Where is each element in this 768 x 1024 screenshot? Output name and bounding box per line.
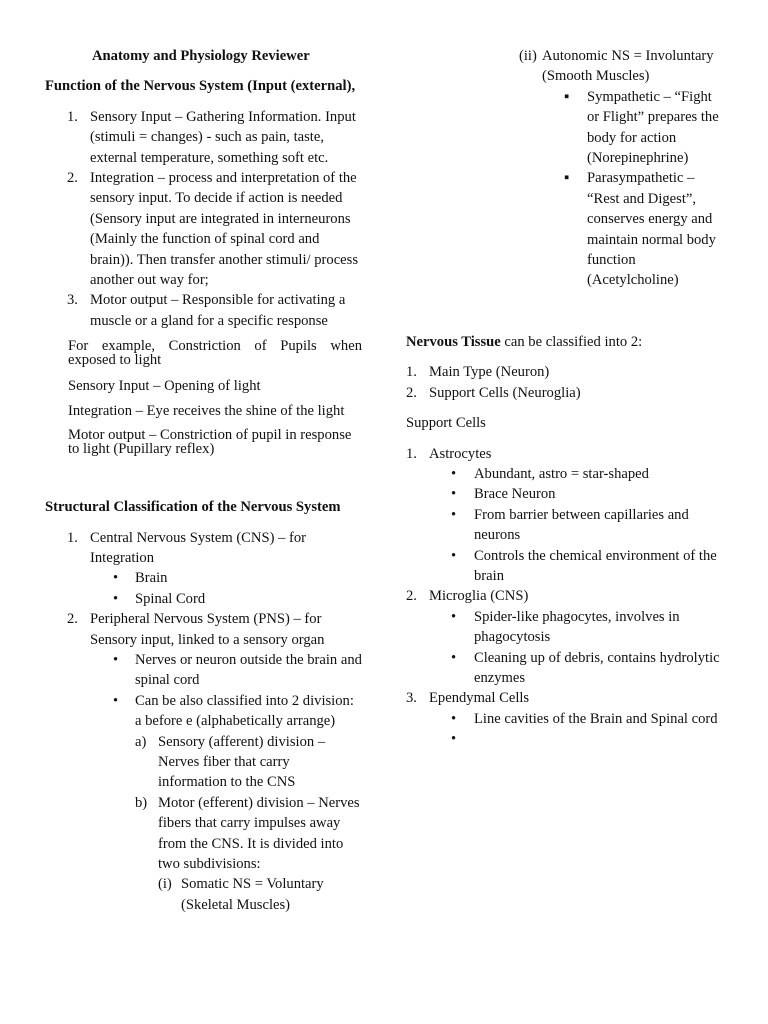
list-number: 2. — [406, 588, 417, 605]
list-text: Central Nervous System (CNS) – for Integration — [90, 529, 307, 566]
list-text: Main Type (Neuron) — [429, 364, 550, 381]
bullet-text: Sympathetic – “Fight or Flight” prepares the body for action (Norepinephrine) — [587, 88, 719, 167]
list-number: 1. — [406, 445, 417, 462]
bullet-item — [406, 709, 722, 729]
list-text: Support Cells (Neuroglia) — [429, 384, 581, 401]
bullet-item — [45, 650, 362, 691]
bullet-item — [406, 607, 722, 648]
sub-label: a) — [135, 733, 147, 750]
subdivision-item — [406, 46, 722, 87]
bullet-icon — [113, 589, 135, 609]
document-title: Anatomy and Physiology Reviewer — [92, 48, 310, 64]
support-cells-heading: Support Cells — [406, 415, 486, 432]
support-cells-list — [406, 444, 722, 750]
bullet-text: Cleaning up of debris, contains hydrolytic enzymes — [474, 649, 720, 686]
list-item — [45, 609, 362, 650]
subdivision-text: Somatic NS = Voluntary (Skeletal Muscles) — [181, 876, 324, 913]
tissue-types-list — [406, 362, 722, 403]
bullet-text: Brain — [135, 570, 168, 587]
list-number: 1. — [406, 364, 417, 381]
square-bullet-icon — [564, 87, 587, 169]
example-line: For example, Constriction of Pupils when — [68, 338, 362, 355]
list-item — [406, 362, 722, 382]
sensory-example: Sensory Input – Opening of light — [68, 378, 261, 395]
list-item — [45, 290, 362, 331]
list-number: 1. — [67, 108, 78, 125]
bullet-item — [45, 691, 362, 732]
sub-text: Sensory (afferent) division – Nerves fiber that carry information to the CNS — [158, 733, 326, 791]
bullet-item — [406, 464, 722, 484]
sub-item — [45, 793, 362, 875]
list-text: Integration – process and interpretation of the sensory input. To decide if action is needed (Sensory input are integrated in interneurons (Mainly the function of spinal cord and brain)). Then transfer another stimuli/ process another out way for; — [90, 170, 359, 289]
list-number: 2. — [406, 384, 417, 401]
list-text: Sensory Input – Gathering Information. Input (stimuli = changes) - such as pain, taste, external temperature, something soft etc. — [90, 108, 356, 166]
list-text: Astrocytes — [429, 445, 492, 462]
bullet-item — [406, 648, 722, 689]
bullet-text: Spinal Cord — [135, 590, 206, 607]
bullet-item — [406, 546, 722, 587]
functions-heading: Function of the Nervous System (Input (external), — [45, 78, 356, 95]
bullet-icon — [451, 729, 474, 749]
list-item — [45, 528, 362, 569]
integration-example: Integration – Eye receives the shine of the light — [68, 402, 345, 419]
sub-item — [45, 732, 362, 793]
nervous-tissue-line — [406, 332, 722, 352]
subdivision-label: (i) — [158, 876, 172, 893]
example-block — [45, 339, 362, 456]
bullet-item — [406, 729, 722, 749]
bullet-text: Line cavities of the Brain and Spinal cord — [474, 710, 718, 727]
bullet-text: Brace Neuron — [474, 486, 556, 503]
sub-label: b) — [135, 794, 148, 811]
functions-list — [45, 107, 362, 331]
subdivision-label: (ii) — [519, 48, 537, 64]
list-item — [406, 444, 722, 464]
structural-heading: Structural Classification of the Nervous System — [45, 499, 341, 516]
bullet-item — [406, 505, 722, 546]
bullet-text: Spider-like phagocytes, involves in phagocytosis — [474, 608, 680, 646]
list-text: Ependymal Cells — [429, 690, 530, 707]
bullet-text: Nerves or neuron outside the brain and spinal cord — [135, 651, 362, 689]
bullet-icon — [113, 568, 135, 588]
bullet-icon — [451, 484, 474, 504]
square-bullet-item — [406, 168, 722, 290]
motor-example-line: Motor output – Constriction of pupil in response — [68, 427, 352, 444]
list-number: 2. — [67, 611, 78, 628]
list-number: 3. — [67, 292, 78, 309]
example-line: exposed to light — [68, 352, 162, 369]
square-bullet-item — [406, 87, 722, 169]
bullet-item — [406, 484, 722, 504]
bullet-text: Can be also classified into 2 division: a before e (alphabetically arrange) — [135, 692, 354, 730]
subdivision-text: Autonomic NS = Involuntary (Smooth Muscles) — [542, 48, 714, 85]
bullet-icon — [451, 648, 474, 689]
subdivision-item — [45, 874, 362, 915]
bullet-text: Parasympathetic – “Rest and Digest”, conserves energy and maintain normal body function (Acetylcholine) — [587, 170, 716, 289]
bullet-icon — [451, 709, 474, 729]
left-column — [45, 46, 362, 915]
structural-list — [45, 528, 362, 916]
bullet-icon — [451, 464, 474, 484]
list-item — [406, 586, 722, 606]
list-item — [45, 168, 362, 290]
list-number: 1. — [67, 529, 78, 546]
bullet-icon — [113, 650, 135, 691]
list-item — [406, 383, 722, 403]
bullet-text: Abundant, astro = star-shaped — [474, 465, 649, 482]
sub-text: Motor (efferent) division – Nerves fibers that carry impulses away from the CNS. It is divided into two subdivisions: — [158, 794, 360, 872]
bullet-text: From barrier between capillaries and neurons — [474, 506, 689, 544]
list-text: Motor output – Responsible for activating a muscle or a gland for a specific response — [90, 292, 346, 329]
bullet-icon — [113, 691, 135, 732]
list-number: 2. — [67, 170, 78, 187]
right-column — [406, 46, 722, 750]
square-bullet-icon — [564, 168, 587, 290]
bullet-text — [474, 729, 722, 749]
list-item — [45, 107, 362, 168]
list-text: Peripheral Nervous System (PNS) – for Sensory input, linked to a sensory organ — [90, 611, 325, 648]
bullet-icon — [451, 607, 474, 648]
bullet-icon — [451, 505, 474, 546]
bullet-item — [45, 589, 362, 609]
list-text: Microglia (CNS) — [429, 588, 529, 605]
bullet-text: Controls the chemical environment of the brain — [474, 547, 717, 584]
bullet-item — [45, 568, 362, 588]
list-item — [406, 688, 722, 708]
nervous-tissue-rest: can be classified into 2: — [500, 333, 643, 350]
nervous-tissue-term: Nervous Tissue — [406, 333, 501, 350]
motor-example-line: to light (Pupillary reflex) — [68, 441, 215, 458]
bullet-icon — [451, 546, 474, 587]
list-number: 3. — [406, 690, 417, 707]
